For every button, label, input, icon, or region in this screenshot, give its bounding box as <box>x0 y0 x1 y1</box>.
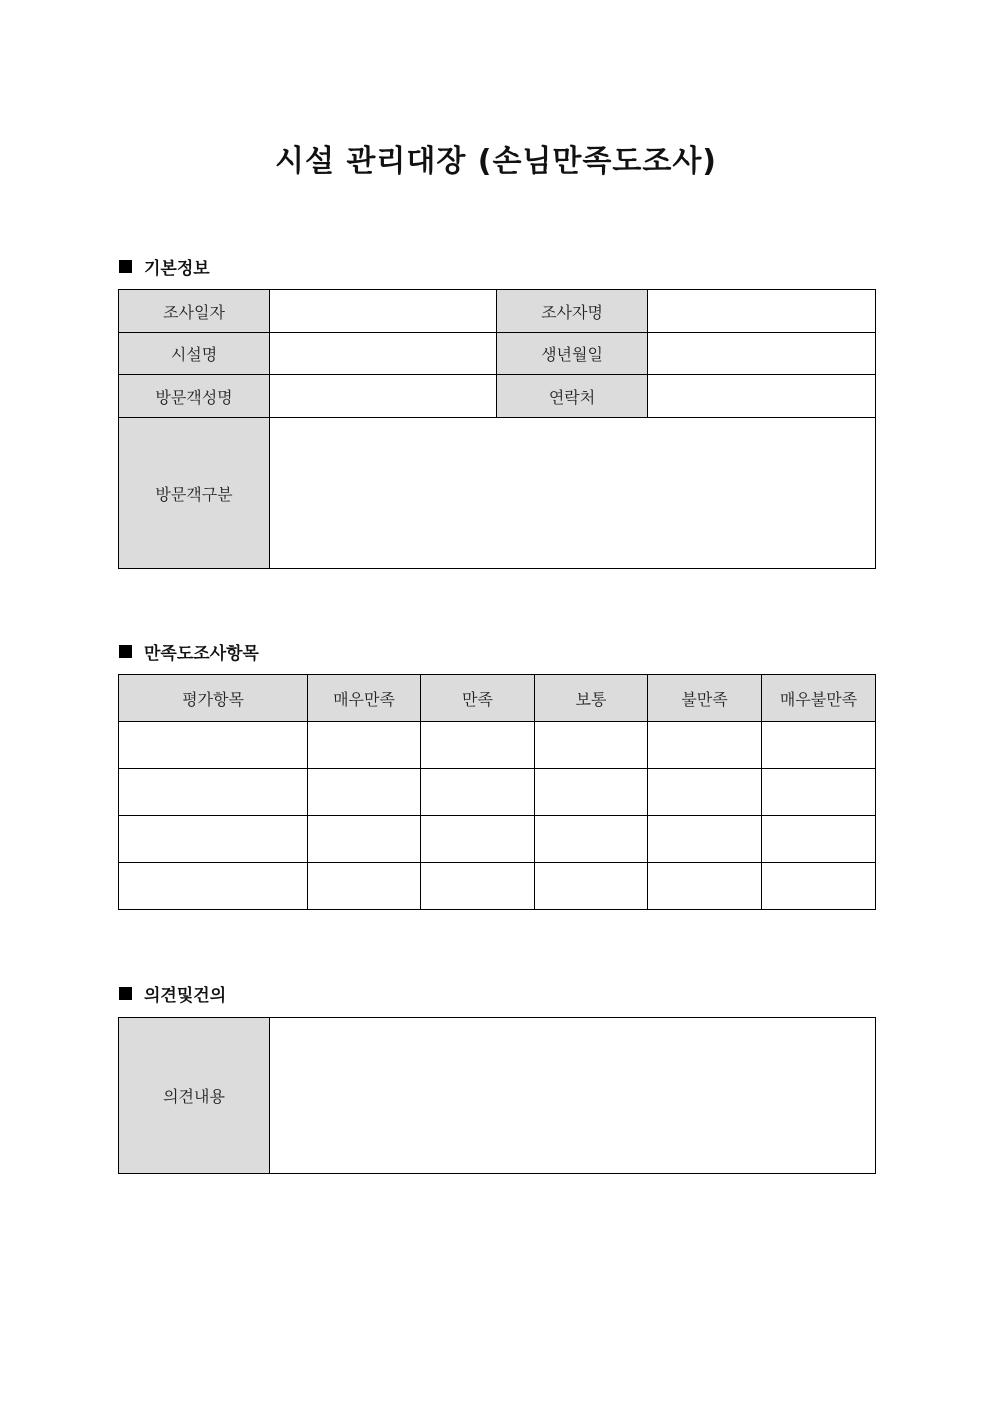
column-header-item: 평가항목 <box>119 675 308 722</box>
visitor-name-field[interactable] <box>270 375 497 418</box>
rating-cell[interactable] <box>762 722 876 769</box>
rating-cell[interactable] <box>421 816 535 863</box>
visitor-type-label: 방문객구분 <box>119 418 270 569</box>
table-row <box>119 863 876 910</box>
rating-cell[interactable] <box>535 863 648 910</box>
survey-date-field[interactable] <box>270 290 497 333</box>
birth-date-label: 생년월일 <box>497 333 648 375</box>
survey-date-label: 조사일자 <box>119 290 270 333</box>
visitor-type-field[interactable] <box>270 418 876 569</box>
rating-cell[interactable] <box>308 722 421 769</box>
rating-cell[interactable] <box>762 816 876 863</box>
rating-cell[interactable] <box>648 863 762 910</box>
rating-cell[interactable] <box>762 863 876 910</box>
rating-cell[interactable] <box>421 769 535 816</box>
rating-cell[interactable] <box>421 863 535 910</box>
rating-cell[interactable] <box>308 863 421 910</box>
rating-cell[interactable] <box>762 769 876 816</box>
rating-cell[interactable] <box>535 769 648 816</box>
document-title: 시설 관리대장 (손님만족도조사) <box>274 144 718 179</box>
visitor-name-label: 방문객성명 <box>119 375 270 418</box>
table-row <box>119 769 876 816</box>
square-bullet-icon <box>119 987 132 1000</box>
contact-label: 연락처 <box>497 375 648 418</box>
rating-cell[interactable] <box>648 816 762 863</box>
opinions-table <box>118 1017 876 1174</box>
square-bullet-icon <box>119 260 132 273</box>
column-header-very-dissatisfied: 매우불만족 <box>762 675 876 722</box>
column-header-satisfied: 만족 <box>421 675 535 722</box>
rating-cell[interactable] <box>535 816 648 863</box>
item-cell[interactable] <box>119 722 308 769</box>
section-heading-label: 기본정보 <box>144 259 210 279</box>
contact-field[interactable] <box>648 375 876 418</box>
opinion-content-field[interactable] <box>270 1018 876 1174</box>
facility-name-field[interactable] <box>270 333 497 375</box>
column-header-neutral: 보통 <box>535 675 648 722</box>
rating-cell[interactable] <box>308 816 421 863</box>
surveyor-name-field[interactable] <box>648 290 876 333</box>
item-cell[interactable] <box>119 769 308 816</box>
section-heading-basic-info <box>119 254 210 279</box>
section-heading-opinions <box>119 981 226 1006</box>
facility-name-label: 시설명 <box>119 333 270 375</box>
table-row <box>119 722 876 769</box>
rating-cell[interactable] <box>648 722 762 769</box>
rating-cell[interactable] <box>421 722 535 769</box>
basic-info-table <box>118 289 876 569</box>
rating-cell[interactable] <box>648 769 762 816</box>
item-cell[interactable] <box>119 863 308 910</box>
item-cell[interactable] <box>119 816 308 863</box>
square-bullet-icon <box>119 645 132 658</box>
table-row <box>119 816 876 863</box>
section-heading-label: 만족도조사항목 <box>144 644 259 664</box>
column-header-dissatisfied: 불만족 <box>648 675 762 722</box>
section-heading-satisfaction <box>119 639 259 664</box>
column-header-very-satisfied: 매우만족 <box>308 675 421 722</box>
section-heading-label: 의견및건의 <box>144 986 227 1006</box>
surveyor-name-label: 조사자명 <box>497 290 648 333</box>
opinion-content-label: 의견내용 <box>119 1018 270 1174</box>
satisfaction-table <box>118 674 876 910</box>
rating-cell[interactable] <box>308 769 421 816</box>
birth-date-field[interactable] <box>648 333 876 375</box>
table-header-row <box>119 675 876 722</box>
rating-cell[interactable] <box>535 722 648 769</box>
